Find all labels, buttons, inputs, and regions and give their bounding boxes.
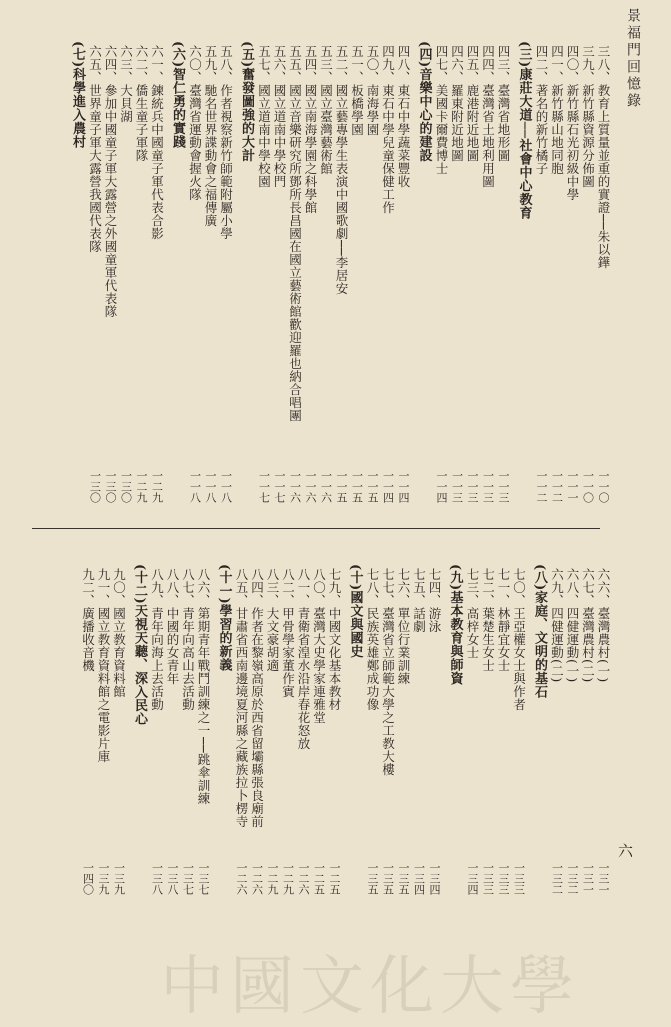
toc-entry: 六九、四健運動(二)	[549, 568, 565, 683]
toc-entry: 七九、中國文化基本教材	[327, 568, 342, 711]
toc-page-number: 一一六	[288, 470, 302, 503]
toc-page-number: 一一七	[257, 470, 271, 503]
toc-page-number: 一一四	[381, 470, 395, 503]
toc-entry: 五八、作者視察新竹師範附屬小學	[218, 45, 234, 240]
toc-entry: 四〇、新竹縣石光初級中學	[565, 45, 580, 201]
toc-page-number: 一三四	[412, 862, 426, 895]
toc-entry: 八三、大文豪胡適	[265, 568, 280, 672]
toc-entry: 四五、鹿港附近地圖	[465, 45, 480, 162]
toc-section-title: (九)基本教育與師資	[447, 564, 463, 686]
toc-entry: 七八、民族英雄鄭成功像	[365, 568, 380, 711]
toc-page-number: 一三三	[481, 862, 495, 895]
toc-entry: 七一、林靜宜女士	[496, 568, 511, 672]
toc-entry: 六〇、臺灣省運動會握火隊	[187, 45, 203, 201]
toc-entry: 七七、臺灣省立師範大學之工教大樓	[380, 568, 396, 776]
toc-page-number: 一三五	[381, 862, 395, 895]
toc-page-number: 一三〇	[104, 470, 117, 503]
toc-entry: 四九、東石中學兒童保健工作	[380, 45, 396, 214]
toc-page-number: 一三九	[97, 862, 110, 895]
toc-page-number: 一一八	[204, 470, 217, 503]
toc-section-title: (八)家庭、文明的基石	[532, 564, 547, 699]
toc-page-number: 一二九	[266, 862, 279, 895]
toc-entry: 五一、板橋學園	[349, 45, 365, 136]
toc-page-number: 一三三	[497, 862, 510, 895]
toc-entry: 五〇、南海學園	[365, 45, 380, 136]
toc-page-number: 一三九	[112, 862, 126, 895]
toc-entry: 九二、廣播收音機	[80, 568, 96, 672]
toc-page-number: 一一一	[566, 470, 579, 503]
toc-page-number: 一一四	[397, 470, 410, 503]
toc-entry: 八九、青年向海上去活動	[149, 568, 165, 711]
toc-entry: 六七、臺灣農村(二)	[580, 568, 596, 683]
toc-section-title: (十一)學習的新義	[216, 564, 232, 672]
toc-entry: 四七、美國卡爾費博士	[434, 45, 449, 175]
toc-entry: 七五、話劇	[411, 568, 427, 633]
toc-page-number: 一四〇	[81, 862, 95, 895]
toc-page-number: 一一三	[450, 470, 464, 503]
toc-page-number: 一二九	[281, 862, 295, 895]
toc-page-number: 一一七	[273, 470, 286, 503]
toc-page-number: 一三五	[366, 862, 379, 895]
toc-page-number: 一一四	[435, 470, 448, 503]
library-watermark: 中國文化大學	[160, 950, 580, 1024]
page-header: 景福門回憶錄	[625, 8, 641, 110]
toc-entry: 五九、馳名世界諜動會之福傳廣	[203, 45, 218, 227]
toc-page-number: 一二五	[328, 862, 341, 895]
toc-section-title: (十)國文與國史	[347, 564, 363, 659]
toc-page-number: 一三四	[428, 862, 441, 895]
toc-entry: 八一、青衛省湟水沿岸春花怒放	[296, 568, 311, 750]
toc-entry: 三八、教育上質量並重的實證──朱以鏵	[596, 45, 611, 270]
toc-entry: 六二、僑生童子軍隊	[134, 45, 149, 162]
toc-entry: 八八、中國的女青年	[165, 568, 180, 685]
toc-entry: 八六、第期青年戰鬥訓練之一──跳傘訓練	[196, 568, 211, 806]
section-divider	[32, 528, 600, 529]
toc-entry: 八二、甲骨學家董作賓	[280, 568, 296, 698]
toc-section-title: (十二)天視天聽、深入民心	[132, 564, 147, 726]
toc-page-number: 一一五	[350, 470, 364, 503]
toc-entry: 六五、世界童子軍大露營我國代表隊	[87, 45, 103, 253]
toc-page-number: 一三二	[566, 862, 579, 895]
toc-page-number: 一一五	[335, 470, 348, 503]
toc-entry: 四四、臺灣省土地利用圖	[480, 45, 496, 188]
toc-entry: 四一、新竹縣山地同胞	[549, 45, 565, 175]
toc-section-title: (六)智仁勇的實踐	[170, 41, 185, 149]
toc-entry: 五二、國立藝專學生表演中國歌劇──李居安	[334, 45, 349, 296]
toc-entry: 八四、作者在黎嶺高原於西省留壩縣張良廟前	[249, 568, 265, 828]
toc-entry: 五五、國立音樂研究所鄧所長昌國在國立藝術館歡迎羅也納合唱團	[287, 45, 303, 422]
toc-page-number: 一三七	[181, 862, 195, 895]
toc-entry: 七〇、王亞權女士與作者	[511, 568, 527, 711]
toc-page-number: 一三二	[550, 862, 564, 895]
toc-section-title: (五)奮發圖強的大計	[239, 41, 254, 163]
toc-page-number: 一二九	[150, 470, 164, 503]
toc-entry: 六一、鍊統兵中國童子軍代表合影	[149, 45, 165, 240]
toc-entry: 四二、著名的新竹橘子	[534, 45, 549, 175]
toc-entry: 七二、葉楚生女士	[480, 568, 496, 672]
toc-entry: 六四、參加中國童子軍大露營之外國童軍代表隊	[103, 45, 118, 318]
toc-page-number: 一一三	[466, 470, 479, 503]
toc-page-number: 一二六	[297, 862, 310, 895]
toc-page-number: 一一六	[304, 470, 317, 503]
toc-entry: 七四、游泳	[427, 568, 442, 633]
toc-section-title: (七)科學進入農村	[70, 41, 85, 149]
toc-section-title: (四)音樂中心的建設	[416, 41, 432, 163]
toc-page-number: 一一二	[550, 470, 564, 503]
toc-page-number: 一二九	[135, 470, 148, 503]
toc-section-title: (三)康莊大道──社會中心教育	[516, 41, 532, 220]
toc-entry: 四三、臺灣省地形圖	[496, 45, 511, 162]
toc-page-number: 一一三	[497, 470, 510, 503]
toc-page-number: 一一三	[481, 470, 495, 503]
toc-page-number: 一三五	[397, 862, 410, 895]
toc-page-number: 一三一	[581, 862, 595, 895]
toc-page-number: 一二六	[235, 862, 248, 895]
toc-page-number: 一三三	[512, 862, 526, 895]
toc-page-number: 一一六	[319, 470, 333, 503]
toc-entry: 九一、國立教育資料館之電影片庫	[96, 568, 111, 763]
toc-page-number: 一二五	[312, 862, 326, 895]
page-number: 六	[618, 842, 634, 860]
toc-entry: 七六、單位行業訓練	[396, 568, 411, 685]
toc-page-number: 一二六	[250, 862, 264, 895]
toc-page-number: 一一八	[188, 470, 202, 503]
toc-entry: 四六、羅東附近地圖	[449, 45, 465, 162]
toc-entry: 六三、大貝湖	[118, 45, 134, 123]
toc-page-number: 一三〇	[88, 470, 102, 503]
toc-entry: 五三、國立臺灣藝術館	[318, 45, 334, 175]
toc-entry: 九〇、國立教育資料館	[111, 568, 127, 698]
toc-entry: 五四、國立南海學園之科學館	[303, 45, 318, 214]
toc-entry: 八〇、臺灣大史學家連雅堂	[311, 568, 327, 724]
toc-page-number: 一三七	[197, 862, 210, 895]
toc-entry: 四八、東石中學蔬菜豐收	[396, 45, 411, 188]
toc-entry: 五七、國立道南中學校園	[256, 45, 272, 188]
toc-page-number: 一三〇	[119, 470, 133, 503]
toc-page-number: 一一〇	[581, 470, 595, 503]
toc-page-number: 一三四	[466, 862, 479, 895]
toc-entry: 五六、國立道南中學校門	[272, 45, 287, 188]
toc-page-number: 一三一	[597, 862, 610, 895]
toc-page-number: 一一八	[219, 470, 233, 503]
toc-page-number: 一一〇	[597, 470, 610, 503]
toc-page-number: 一三八	[150, 862, 164, 895]
toc-entry: 八五、甘肅省西南邊境夏河縣之藏族拉卜楞寺	[234, 568, 249, 828]
toc-page-number: 一一五	[366, 470, 379, 503]
toc-entry: 六六、臺灣農村(一)	[596, 568, 611, 683]
toc-entry: 七三、高梓女士	[465, 568, 480, 659]
toc-entry: 三九、新竹縣資源分佈圖	[580, 45, 596, 188]
toc-entry: 八七、青年向高山去活動	[180, 568, 196, 711]
toc-page-number: 一一二	[535, 470, 548, 503]
toc-entry: 六八、四健運動(一)	[565, 568, 580, 683]
toc-page-number: 一三八	[166, 862, 179, 895]
